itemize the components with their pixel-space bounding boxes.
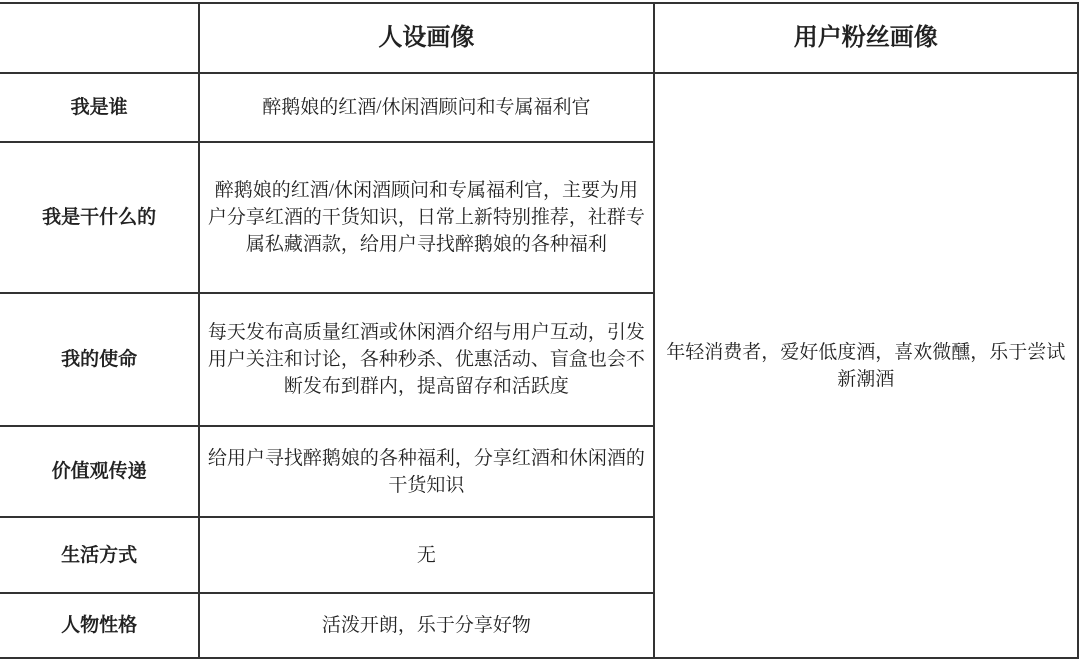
row-label: 生活方式 <box>0 517 199 593</box>
row-value: 每天发布高质量红酒或休闲酒介绍与用户互动，引发用户关注和讨论，各种秒杀、优惠活动、盲盒也会不断发布到群内，提高留存和活跃度 <box>199 293 653 426</box>
row-label: 我的使命 <box>0 293 199 426</box>
row-label: 人物性格 <box>0 593 199 658</box>
persona-header: 人设画像 <box>199 3 653 73</box>
row-value: 给用户寻找醉鹅娘的各种福利，分享红酒和休闲酒的干货知识 <box>199 426 653 517</box>
corner-cell <box>0 3 199 73</box>
row-label: 价值观传递 <box>0 426 199 517</box>
row-label: 我是谁 <box>0 73 199 142</box>
row-value: 醉鹅娘的红酒/休闲酒顾问和专属福利官 <box>199 73 653 142</box>
header-row <box>0 3 1078 73</box>
row-value: 醉鹅娘的红酒/休闲酒顾问和专属福利官，主要为用户分享红酒的干货知识，日常上新特别推荐，社群专属私藏酒款，给用户寻找醉鹅娘的各种福利 <box>199 142 653 293</box>
row-value: 无 <box>199 517 653 593</box>
fans-profile-cell: 年轻消费者，爱好低度酒，喜欢微醺，乐于尝试新潮酒 <box>654 73 1078 658</box>
row-label: 我是干什么的 <box>0 142 199 293</box>
table-row <box>0 73 1078 142</box>
fans-header: 用户粉丝画像 <box>654 3 1078 73</box>
persona-table <box>0 2 1079 659</box>
row-value: 活泼开朗，乐于分享好物 <box>199 593 653 658</box>
